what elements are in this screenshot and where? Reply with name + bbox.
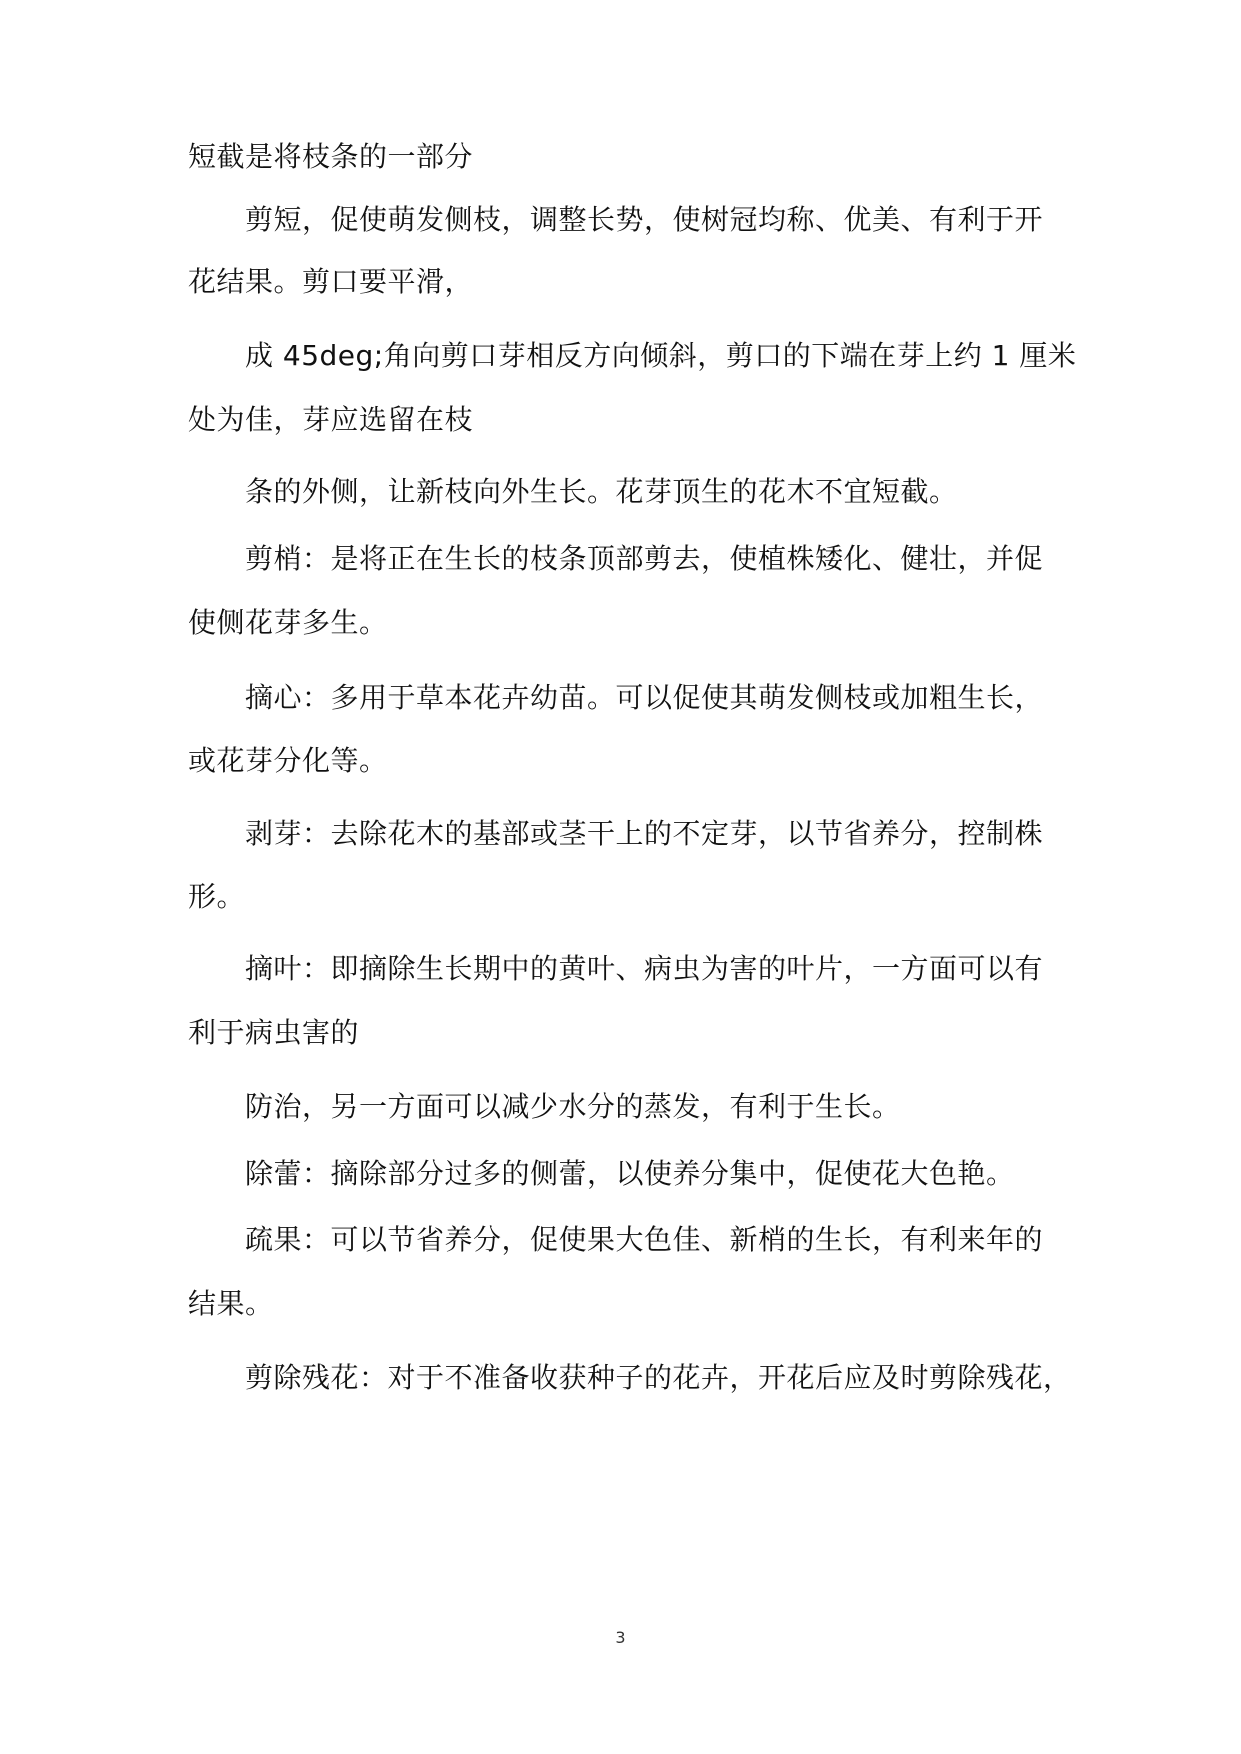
- text-line-9: 摘心：多用于草本花卉幼苗。可以促使其萌发侧枝或加粗生长，: [245, 681, 1044, 714]
- text-line-4: 成 45deg;角向剪口芽相反方向倾斜，剪口的下端在芽上约 1 厘米: [245, 339, 1077, 372]
- text-line-17: 疏果：可以节省养分，促使果大色佳、新梢的生长，有利来年的: [245, 1223, 1044, 1256]
- text-line-16: 除蕾：摘除部分过多的侧蕾，以使养分集中，促使花大色艳。: [245, 1157, 1015, 1190]
- text-line-6: 条的外侧，让新枝向外生长。花芽顶生的花木不宜短截。: [245, 475, 958, 508]
- page-number: 3: [615, 1628, 626, 1647]
- text-line-18: 结果。: [188, 1287, 274, 1320]
- text-line-7: 剪梢：是将正在生长的枝条顶部剪去，使植株矮化、健壮，并促: [245, 542, 1044, 575]
- text-line-3: 花结果。剪口要平滑，: [188, 265, 474, 298]
- text-line-8: 使侧花芽多生。: [188, 606, 388, 639]
- text-line-2: 剪短，促使萌发侧枝，调整长势，使树冠均称、优美、有利于开: [245, 203, 1044, 236]
- text-line-14: 利于病虫害的: [188, 1016, 360, 1049]
- text-line-15: 防治，另一方面可以减少水分的蒸发，有利于生长。: [245, 1090, 901, 1123]
- text-line-1: 短截是将枝条的一部分: [188, 140, 474, 173]
- text-line-10: 或花芽分化等。: [188, 744, 388, 777]
- text-line-19: 剪除残花：对于不准备收获种子的花卉，开花后应及时剪除残花，: [245, 1361, 1072, 1394]
- text-line-11: 剥芽：去除花木的基部或茎干上的不定芽，以节省养分，控制株: [245, 817, 1044, 850]
- text-line-12: 形。: [188, 880, 246, 913]
- text-line-13: 摘叶：即摘除生长期中的黄叶、病虫为害的叶片，一方面可以有: [245, 952, 1044, 985]
- text-line-5: 处为佳，芽应选留在枝: [188, 403, 474, 436]
